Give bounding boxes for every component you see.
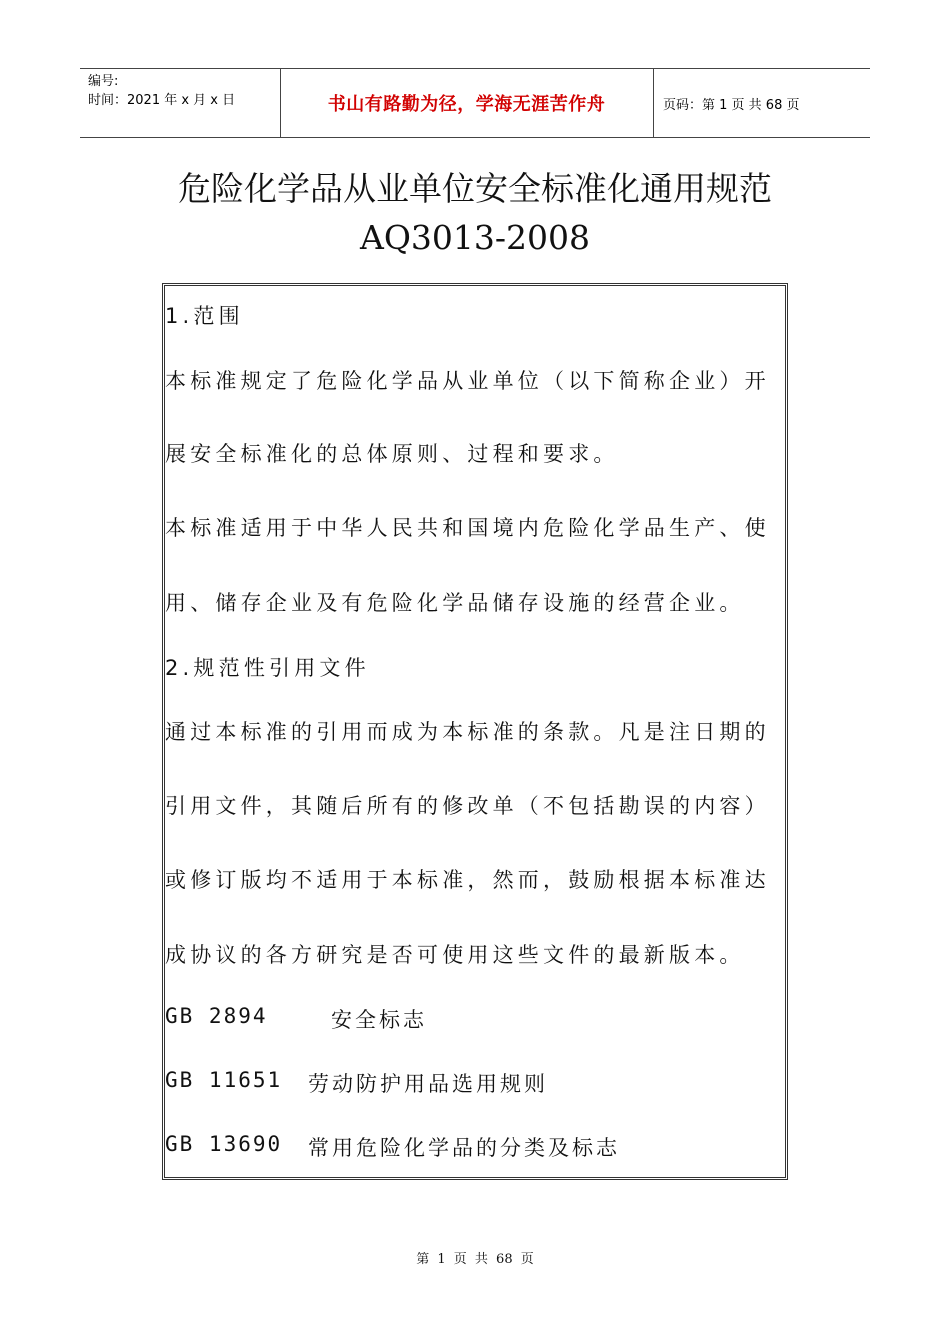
paragraph-line: 本标准规定了危险化学品从业单位（以下简称企业）开 (165, 369, 770, 393)
header-meta (88, 72, 235, 110)
paragraph-line: 通过本标准的引用而成为本标准的条款。凡是注日期的 (165, 720, 770, 744)
reference-code: GB 2894 (165, 1004, 268, 1028)
document-header (80, 68, 870, 138)
header-page-info: 页码：第 1 页 共 68 页 (663, 97, 800, 113)
section-heading: 1.范围 (165, 304, 244, 328)
reference-name: 常用危险化学品的分类及标志 (308, 1136, 620, 1160)
document-title: 危险化学品从业单位安全标准化通用规范 (178, 169, 772, 208)
reference-code: GB 11651 (165, 1068, 283, 1092)
header-motto: 书山有路勤为径，学海无涯苦作舟 (327, 94, 606, 115)
paragraph-line: 或修订版均不适用于本标准，然而，鼓励根据本标准达 (165, 868, 770, 892)
reference-code: GB 13690 (165, 1132, 283, 1156)
section-heading: 2.规范性引用文件 (165, 656, 370, 680)
reference-item (165, 1132, 620, 1160)
paragraph-line: 本标准适用于中华人民共和国境内危险化学品生产、使 (165, 516, 770, 540)
document-date: 时间：2021 年 x 月 x 日 (88, 93, 236, 108)
paragraph-line: 展安全标准化的总体原则、过程和要求。 (165, 442, 619, 466)
reference-item (165, 1004, 427, 1032)
reference-item (165, 1068, 548, 1096)
header-divider (653, 69, 654, 137)
reference-name: 安全标志 (331, 1008, 427, 1032)
paragraph-line: 引用文件，其随后所有的修改单（不包括勘误的内容） (165, 794, 770, 818)
paragraph-line: 用、储存企业及有危险化学品储存设施的经营企业。 (165, 591, 745, 615)
reference-name: 劳动防护用品选用规则 (308, 1072, 548, 1096)
document-code: AQ3013-2008 (359, 218, 590, 257)
paragraph-line: 成协议的各方研究是否可使用这些文件的最新版本。 (165, 943, 745, 967)
document-number-label: 编号: (88, 74, 119, 89)
page-footer: 第 1 页 共 68 页 (416, 1252, 534, 1267)
